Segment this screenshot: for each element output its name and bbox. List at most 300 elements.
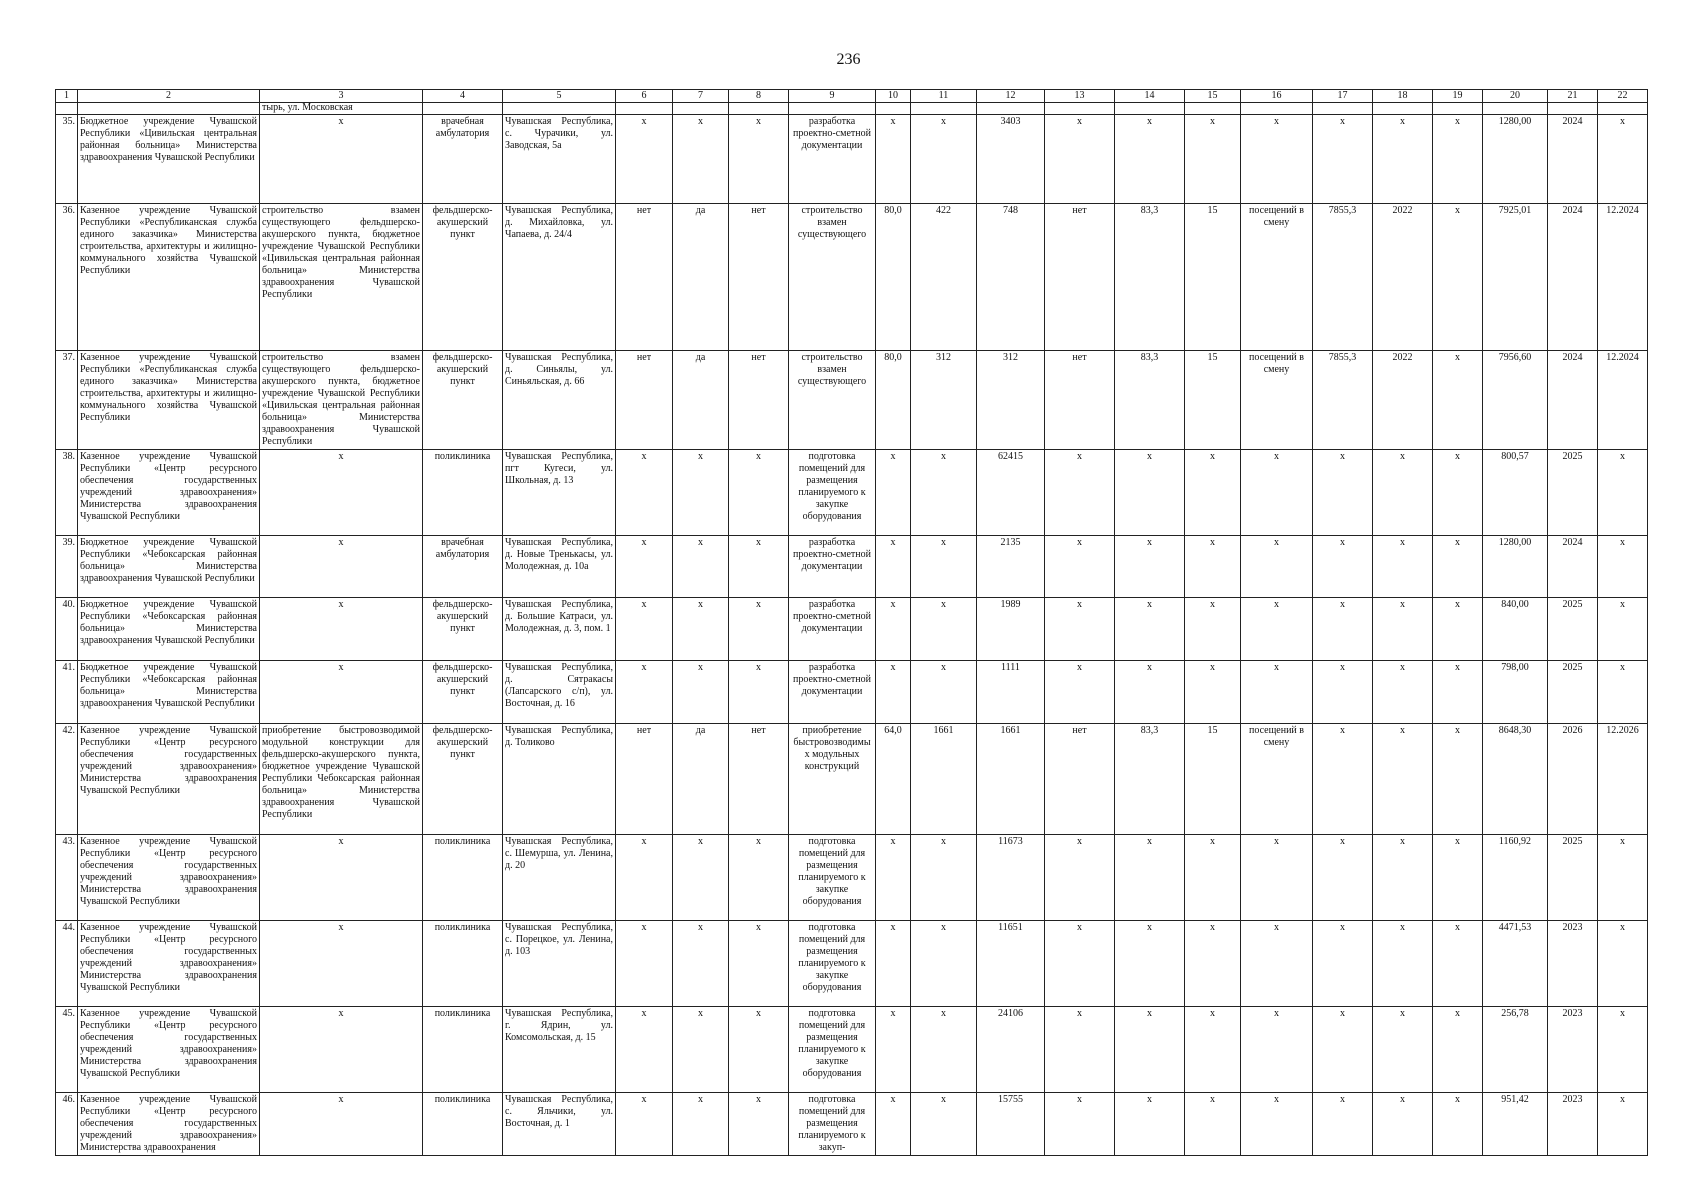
table-cell: да bbox=[673, 351, 729, 450]
table-cell: 2024 bbox=[1548, 536, 1598, 598]
table-cell: х bbox=[1598, 1007, 1648, 1093]
table-cell: х bbox=[1313, 536, 1373, 598]
table-cell: подготовка помещений для размещения планируемого к закуп- bbox=[789, 1093, 876, 1156]
table-cell: 2025 bbox=[1548, 661, 1598, 724]
table-cell: х bbox=[673, 115, 729, 204]
column-number: 14 bbox=[1115, 90, 1185, 103]
table-cell: поликлиника bbox=[423, 1093, 503, 1156]
table-cell: Чувашская Республика, с. Порецкое, ул. Ленина, д. 103 bbox=[503, 921, 616, 1007]
table-cell: 11673 bbox=[977, 835, 1045, 921]
table-cell: 1989 bbox=[977, 598, 1045, 661]
table-cell: х bbox=[729, 921, 789, 1007]
table-body bbox=[56, 90, 1648, 1156]
table-cell: поликлиника bbox=[423, 450, 503, 536]
table-cell: х bbox=[1241, 598, 1313, 661]
table-cell: разработка проектно-сметной документации bbox=[789, 661, 876, 724]
table-cell: нет bbox=[1045, 351, 1115, 450]
table-row bbox=[56, 1007, 1648, 1093]
table-cell: х bbox=[1313, 724, 1373, 835]
table-cell: Казенное учреждение Чувашской Республики «Республиканская служба единого заказчика» Министерства строительства, архитектуры и жилищно-коммунального хозяйства Чувашской Республики bbox=[78, 204, 260, 351]
table-cell: х bbox=[729, 450, 789, 536]
table-cell bbox=[78, 103, 260, 115]
table-cell: х bbox=[1115, 115, 1185, 204]
column-number: 4 bbox=[423, 90, 503, 103]
table-cell: 2023 bbox=[1548, 921, 1598, 1007]
table-cell: 80,0 bbox=[876, 204, 911, 351]
table-cell: 15 bbox=[1185, 204, 1241, 351]
table-cell: х bbox=[1045, 536, 1115, 598]
table-cell: х bbox=[1598, 115, 1648, 204]
column-number: 22 bbox=[1598, 90, 1648, 103]
table-cell: х bbox=[616, 661, 673, 724]
table-cell: Чувашская Республика, д. Михайловка, ул. Чапаева, д. 24/4 bbox=[503, 204, 616, 351]
row-number: 36. bbox=[56, 204, 78, 351]
table-cell: х bbox=[1241, 450, 1313, 536]
table-cell: строительство взамен существующего фельдшерско-акушерского пункта, бюджетное учреждение Чувашской Республики «Цивильская центральная районная больница» Министерства здравоохранения Чувашской Республики bbox=[260, 204, 423, 351]
table-cell: фельдшерско-акушерский пункт bbox=[423, 724, 503, 835]
table-cell: х bbox=[1115, 536, 1185, 598]
table-cell: Казенное учреждение Чувашской Республики «Центр ресурсного обеспечения государственных учреждений здравоохранения» Министерства здравоохранения Чувашской Республики bbox=[78, 1007, 260, 1093]
table-cell: подготовка помещений для размещения планируемого к закупке оборудования bbox=[789, 835, 876, 921]
table-cell: 7855,3 bbox=[1313, 204, 1373, 351]
table-cell: х bbox=[1241, 1007, 1313, 1093]
table-cell: х bbox=[260, 450, 423, 536]
table-row bbox=[56, 204, 1648, 351]
column-number: 21 bbox=[1548, 90, 1598, 103]
table-cell: 1280,00 bbox=[1483, 115, 1548, 204]
table-cell: 3403 bbox=[977, 115, 1045, 204]
table-cell: нет bbox=[616, 351, 673, 450]
table-cell: х bbox=[1045, 835, 1115, 921]
table-cell: х bbox=[1185, 661, 1241, 724]
table-cell: Бюджетное учреждение Чувашской Республики «Чебоксарская районная больница» Министерства здравоохранения Чувашской Республики bbox=[78, 598, 260, 661]
table-cell: х bbox=[1185, 115, 1241, 204]
row-number: 42. bbox=[56, 724, 78, 835]
table-cell: 2135 bbox=[977, 536, 1045, 598]
table-cell: х bbox=[1045, 115, 1115, 204]
table-cell bbox=[1548, 103, 1598, 115]
table-cell: х bbox=[1433, 661, 1483, 724]
table-cell: х bbox=[673, 661, 729, 724]
column-number: 2 bbox=[78, 90, 260, 103]
table-cell: х bbox=[260, 661, 423, 724]
table-cell: поликлиника bbox=[423, 1007, 503, 1093]
table-cell: х bbox=[673, 1093, 729, 1156]
table-cell bbox=[876, 103, 911, 115]
table-cell: х bbox=[616, 536, 673, 598]
table-cell: нет bbox=[1045, 724, 1115, 835]
table-cell: врачебная амбулатория bbox=[423, 115, 503, 204]
table-cell: 312 bbox=[977, 351, 1045, 450]
table-cell: Казенное учреждение Чувашской Республики «Центр ресурсного обеспечения государственных учреждений здравоохранения» Министерства здравоохранения bbox=[78, 1093, 260, 1156]
table-cell: х bbox=[1045, 921, 1115, 1007]
table-cell: х bbox=[1241, 921, 1313, 1007]
table-cell: фельдшерско-акушерский пункт bbox=[423, 598, 503, 661]
table-cell: посещений в смену bbox=[1241, 351, 1313, 450]
column-number: 16 bbox=[1241, 90, 1313, 103]
table-cell: х bbox=[729, 661, 789, 724]
table-cell bbox=[1598, 103, 1648, 115]
column-number: 13 bbox=[1045, 90, 1115, 103]
page-number: 236 bbox=[836, 51, 861, 68]
table-cell: 62415 bbox=[977, 450, 1045, 536]
table-cell: х bbox=[1115, 1093, 1185, 1156]
table-cell: х bbox=[1241, 536, 1313, 598]
table-cell: фельдшерско-акушерский пункт bbox=[423, 351, 503, 450]
table-cell: х bbox=[1313, 921, 1373, 1007]
table-cell: х bbox=[260, 598, 423, 661]
table-cell bbox=[1185, 103, 1241, 115]
row-number: 38. bbox=[56, 450, 78, 536]
table-cell: приобретение быстровозводимой модульной конструкции для фельдшерско-акушерского пункта, бюджетное учреждение Чувашской Республики Чебоксарская районная больница» Министерства здравоохранения Чувашской Республики bbox=[260, 724, 423, 835]
table-cell: х bbox=[1373, 1007, 1433, 1093]
table-cell: 15 bbox=[1185, 724, 1241, 835]
table-row bbox=[56, 724, 1648, 835]
table-cell: разработка проектно-сметной документации bbox=[789, 598, 876, 661]
register-table bbox=[55, 89, 1648, 1156]
table-cell: х bbox=[1433, 115, 1483, 204]
table-cell: 2026 bbox=[1548, 724, 1598, 835]
table-cell: нет bbox=[729, 204, 789, 351]
table-cell: посещений в смену bbox=[1241, 204, 1313, 351]
table-cell: х bbox=[1433, 1093, 1483, 1156]
table-cell: 8648,30 bbox=[1483, 724, 1548, 835]
table-cell: Чувашская Республика, с. Яльчики, ул. Восточная, д. 1 bbox=[503, 1093, 616, 1156]
table-cell: Чувашская Республика, д. Новые Тренькасы, ул. Молодежная, д. 10а bbox=[503, 536, 616, 598]
table-cell: 15755 bbox=[977, 1093, 1045, 1156]
table-cell: х bbox=[1373, 1093, 1433, 1156]
table-cell: строительство взамен существующего bbox=[789, 351, 876, 450]
table-cell: х bbox=[1433, 598, 1483, 661]
column-number: 19 bbox=[1433, 90, 1483, 103]
table-cell: х bbox=[729, 835, 789, 921]
table-row bbox=[56, 661, 1648, 724]
table-cell bbox=[911, 103, 977, 115]
table-cell: х bbox=[911, 598, 977, 661]
table-cell: 2024 bbox=[1548, 351, 1598, 450]
row-number: 41. bbox=[56, 661, 78, 724]
table-cell: х bbox=[673, 921, 729, 1007]
table-cell: х bbox=[1433, 1007, 1483, 1093]
column-number: 7 bbox=[673, 90, 729, 103]
table-cell bbox=[1433, 103, 1483, 115]
column-number: 3 bbox=[260, 90, 423, 103]
table-cell: 2023 bbox=[1548, 1007, 1598, 1093]
table-cell: х bbox=[729, 1093, 789, 1156]
table-cell: Бюджетное учреждение Чувашской Республики «Цивильская центральная районная больница» Министерства здравоохранения Чувашской Республики bbox=[78, 115, 260, 204]
table-cell: х bbox=[1598, 835, 1648, 921]
table-cell: х bbox=[260, 536, 423, 598]
table-cell: х bbox=[1115, 598, 1185, 661]
table-cell: 83,3 bbox=[1115, 204, 1185, 351]
table-cell: 2023 bbox=[1548, 1093, 1598, 1156]
table-cell: 12.2026 bbox=[1598, 724, 1648, 835]
row-number: 37. bbox=[56, 351, 78, 450]
table-cell: х bbox=[1115, 450, 1185, 536]
column-number: 20 bbox=[1483, 90, 1548, 103]
table-cell: х bbox=[1185, 450, 1241, 536]
table-cell: х bbox=[616, 450, 673, 536]
table-cell: х bbox=[673, 598, 729, 661]
table-row bbox=[56, 450, 1648, 536]
column-number: 18 bbox=[1373, 90, 1433, 103]
table-cell: х bbox=[1433, 724, 1483, 835]
table-cell: 2025 bbox=[1548, 598, 1598, 661]
table-cell bbox=[789, 103, 876, 115]
table-cell: х bbox=[729, 598, 789, 661]
table-cell: 12.2024 bbox=[1598, 351, 1648, 450]
table-cell: х bbox=[616, 115, 673, 204]
table-cell: х bbox=[876, 1007, 911, 1093]
table-cell: 1661 bbox=[977, 724, 1045, 835]
table-cell: х bbox=[1313, 661, 1373, 724]
table-cell: поликлиника bbox=[423, 921, 503, 1007]
table-cell: Чувашская Республика, с. Чурачики, ул. Заводская, 5а bbox=[503, 115, 616, 204]
table-cell: х bbox=[1598, 450, 1648, 536]
table-cell: 83,3 bbox=[1115, 351, 1185, 450]
table-cell: х bbox=[1598, 536, 1648, 598]
table-cell: х bbox=[1045, 598, 1115, 661]
table-row bbox=[56, 115, 1648, 204]
table-cell: х bbox=[1313, 115, 1373, 204]
table-cell: нет bbox=[729, 351, 789, 450]
table-cell: х bbox=[260, 835, 423, 921]
table-cell bbox=[729, 103, 789, 115]
table-cell: 1111 bbox=[977, 661, 1045, 724]
table-cell: х bbox=[876, 598, 911, 661]
table-cell: х bbox=[1045, 1007, 1115, 1093]
row-number: 45. bbox=[56, 1007, 78, 1093]
table-cell: Казенное учреждение Чувашской Республики «Республиканская служба единого заказчика» Министерства строительства, архитектуры и жилищно-коммунального хозяйства Чувашской Республики bbox=[78, 351, 260, 450]
table-cell bbox=[1045, 103, 1115, 115]
table-cell: поликлиника bbox=[423, 835, 503, 921]
table-row bbox=[56, 1093, 1648, 1156]
table-cell: Казенное учреждение Чувашской Республики «Центр ресурсного обеспечения государственных учреждений здравоохранения» Министерства здравоохранения Чувашской Республики bbox=[78, 921, 260, 1007]
column-number: 1 bbox=[56, 90, 78, 103]
table-cell: х bbox=[260, 1007, 423, 1093]
table-cell: фельдшерско-акушерский пункт bbox=[423, 204, 503, 351]
table-cell: х bbox=[1373, 536, 1433, 598]
table-cell: Казенное учреждение Чувашской Республики «Центр ресурсного обеспечения государственных учреждений здравоохранения» Министерства здравоохранения Чувашской Республики bbox=[78, 450, 260, 536]
table-cell: х bbox=[673, 1007, 729, 1093]
table-cell: нет bbox=[1045, 204, 1115, 351]
table-cell: х bbox=[1241, 661, 1313, 724]
table-cell: х bbox=[1313, 598, 1373, 661]
table-cell: Казенное учреждение Чувашской Республики «Центр ресурсного обеспечения государственных учреждений здравоохранения» Министерства здравоохранения Чувашской Республики bbox=[78, 835, 260, 921]
table-cell: нет bbox=[616, 724, 673, 835]
table-cell: подготовка помещений для размещения планируемого к закупке оборудования bbox=[789, 1007, 876, 1093]
row-number: 39. bbox=[56, 536, 78, 598]
table-cell: Чувашская Республика, д. Сятракасы (Лапсарского с/п), ул. Восточная, д. 16 bbox=[503, 661, 616, 724]
table-cell: 798,00 bbox=[1483, 661, 1548, 724]
table-cell: х bbox=[911, 1093, 977, 1156]
table-cell: х bbox=[616, 598, 673, 661]
table-cell: нет bbox=[616, 204, 673, 351]
table-cell bbox=[503, 103, 616, 115]
table-cell: 2025 bbox=[1548, 450, 1598, 536]
table-cell: Чувашская Республика, д. Большие Катраси, ул. Молодежная, д. 3, пом. 1 bbox=[503, 598, 616, 661]
table-cell: х bbox=[673, 835, 729, 921]
table-cell: х bbox=[1185, 835, 1241, 921]
table-cell: 1160,92 bbox=[1483, 835, 1548, 921]
table-cell: 15 bbox=[1185, 351, 1241, 450]
table-row bbox=[56, 598, 1648, 661]
column-number: 9 bbox=[789, 90, 876, 103]
column-number: 8 bbox=[729, 90, 789, 103]
table-cell: х bbox=[729, 1007, 789, 1093]
table-cell: 2024 bbox=[1548, 204, 1598, 351]
table-cell: х bbox=[1433, 450, 1483, 536]
table-cell: 1661 bbox=[911, 724, 977, 835]
table-cell: 7956,60 bbox=[1483, 351, 1548, 450]
table-cell: Чувашская Республика, с. Шемурша, ул. Ленина, д. 20 bbox=[503, 835, 616, 921]
table-cell: х bbox=[911, 921, 977, 1007]
table-cell: 312 bbox=[911, 351, 977, 450]
table-cell: х bbox=[1185, 1093, 1241, 1156]
table-cell: х bbox=[1185, 1007, 1241, 1093]
column-number: 15 bbox=[1185, 90, 1241, 103]
table-cell: 64,0 bbox=[876, 724, 911, 835]
table-cell: х bbox=[1115, 835, 1185, 921]
table-cell: Чувашская Республика, д. Толиково bbox=[503, 724, 616, 835]
table-cell: х bbox=[1115, 661, 1185, 724]
table-cell: х bbox=[616, 1093, 673, 1156]
table-cell: 800,57 bbox=[1483, 450, 1548, 536]
table-cell: 951,42 bbox=[1483, 1093, 1548, 1156]
table-cell: х bbox=[1313, 1093, 1373, 1156]
continuation-row bbox=[56, 103, 1648, 115]
table-cell: х bbox=[876, 835, 911, 921]
table-cell: разработка проектно-сметной документации bbox=[789, 536, 876, 598]
table-cell: х bbox=[1373, 724, 1433, 835]
table-cell bbox=[1115, 103, 1185, 115]
table-cell: х bbox=[1373, 921, 1433, 1007]
table-cell: х bbox=[1313, 835, 1373, 921]
table-cell: х bbox=[616, 1007, 673, 1093]
table-row bbox=[56, 351, 1648, 450]
table-cell: строительство взамен существующего фельдшерско-акушерского пункта, бюджетное учреждение Чувашской Республики «Цивильская центральная районная больница» Министерства здравоохранения Чувашской Республики bbox=[260, 351, 423, 450]
table-cell: посещений в смену bbox=[1241, 724, 1313, 835]
table-cell: фельдшерско-акушерский пункт bbox=[423, 661, 503, 724]
table-cell: разработка проектно-сметной документации bbox=[789, 115, 876, 204]
table-cell: х bbox=[616, 921, 673, 1007]
column-number-row bbox=[56, 90, 1648, 103]
table-cell: 422 bbox=[911, 204, 977, 351]
table-cell: 7925,01 bbox=[1483, 204, 1548, 351]
table-cell: х bbox=[911, 115, 977, 204]
table-cell: 2022 bbox=[1373, 204, 1433, 351]
table-row bbox=[56, 921, 1648, 1007]
table-cell: Казенное учреждение Чувашской Республики «Центр ресурсного обеспечения государственных учреждений здравоохранения» Министерства здравоохранения Чувашской Республики bbox=[78, 724, 260, 835]
table-cell bbox=[1373, 103, 1433, 115]
row-number: 44. bbox=[56, 921, 78, 1007]
table-cell: х bbox=[1433, 204, 1483, 351]
row-number: 46. bbox=[56, 1093, 78, 1156]
table-cell: х bbox=[1241, 115, 1313, 204]
column-number: 11 bbox=[911, 90, 977, 103]
table-cell: х bbox=[876, 450, 911, 536]
table-cell: х bbox=[1313, 1007, 1373, 1093]
table-cell: Чувашская Республика, г. Ядрин, ул. Комсомольская, д. 15 bbox=[503, 1007, 616, 1093]
table-cell: х bbox=[1313, 450, 1373, 536]
table-cell: 1280,00 bbox=[1483, 536, 1548, 598]
table-cell: х bbox=[1598, 598, 1648, 661]
table-cell: х bbox=[1433, 536, 1483, 598]
table-cell: х bbox=[876, 115, 911, 204]
table-cell: х bbox=[876, 1093, 911, 1156]
table-cell: х bbox=[911, 450, 977, 536]
table-cell bbox=[616, 103, 673, 115]
table-cell: х bbox=[1185, 921, 1241, 1007]
column-number: 10 bbox=[876, 90, 911, 103]
table-cell bbox=[423, 103, 503, 115]
table-cell: Чувашская Республика, д. Синьялы, ул. Синьяльская, д. 66 bbox=[503, 351, 616, 450]
row-number: 35. bbox=[56, 115, 78, 204]
table-cell: х bbox=[1045, 661, 1115, 724]
table-cell: х bbox=[1433, 835, 1483, 921]
table-cell: х bbox=[1373, 450, 1433, 536]
table-cell: 4471,53 bbox=[1483, 921, 1548, 1007]
table-cell bbox=[1483, 103, 1548, 115]
table-cell: х bbox=[260, 1093, 423, 1156]
table-cell: х bbox=[1373, 115, 1433, 204]
table-cell: нет bbox=[729, 724, 789, 835]
table-cell bbox=[56, 103, 78, 115]
table-cell: х bbox=[911, 536, 977, 598]
table-cell: х bbox=[876, 661, 911, 724]
table-cell: х bbox=[1433, 351, 1483, 450]
column-number: 12 bbox=[977, 90, 1045, 103]
table-cell: х bbox=[1373, 598, 1433, 661]
column-number: 17 bbox=[1313, 90, 1373, 103]
table-cell: х bbox=[911, 835, 977, 921]
table-cell: 12.2024 bbox=[1598, 204, 1648, 351]
table-cell: х bbox=[729, 115, 789, 204]
table-cell bbox=[1241, 103, 1313, 115]
table-cell bbox=[1313, 103, 1373, 115]
row-number: 43. bbox=[56, 835, 78, 921]
table-cell: х bbox=[1045, 450, 1115, 536]
table-cell: 7855,3 bbox=[1313, 351, 1373, 450]
table-cell: 24106 bbox=[977, 1007, 1045, 1093]
table-cell: х bbox=[616, 835, 673, 921]
table-cell: строительство взамен существующего bbox=[789, 204, 876, 351]
table-cell: х bbox=[729, 536, 789, 598]
column-number: 6 bbox=[616, 90, 673, 103]
table-cell: 256,78 bbox=[1483, 1007, 1548, 1093]
table-cell: 83,3 bbox=[1115, 724, 1185, 835]
table-cell: х bbox=[1598, 1093, 1648, 1156]
table-cell: х bbox=[260, 115, 423, 204]
table-cell: х bbox=[1433, 921, 1483, 1007]
table-cell: х bbox=[911, 661, 977, 724]
table-cell: 748 bbox=[977, 204, 1045, 351]
table-cell: х bbox=[1115, 921, 1185, 1007]
table-cell: подготовка помещений для размещения планируемого к закупке оборудования bbox=[789, 450, 876, 536]
table-cell: приобретение быстровозводимых модульных конструкций bbox=[789, 724, 876, 835]
table-cell: х bbox=[1241, 1093, 1313, 1156]
table-cell: врачебная амбулатория bbox=[423, 536, 503, 598]
table-cell: х bbox=[876, 921, 911, 1007]
table-cell: да bbox=[673, 204, 729, 351]
table-cell: 2025 bbox=[1548, 835, 1598, 921]
table-cell: х bbox=[260, 921, 423, 1007]
table-cell bbox=[673, 103, 729, 115]
table-cell: 11651 bbox=[977, 921, 1045, 1007]
table-row bbox=[56, 835, 1648, 921]
table-cell: х bbox=[1598, 661, 1648, 724]
table-cell: х bbox=[673, 450, 729, 536]
